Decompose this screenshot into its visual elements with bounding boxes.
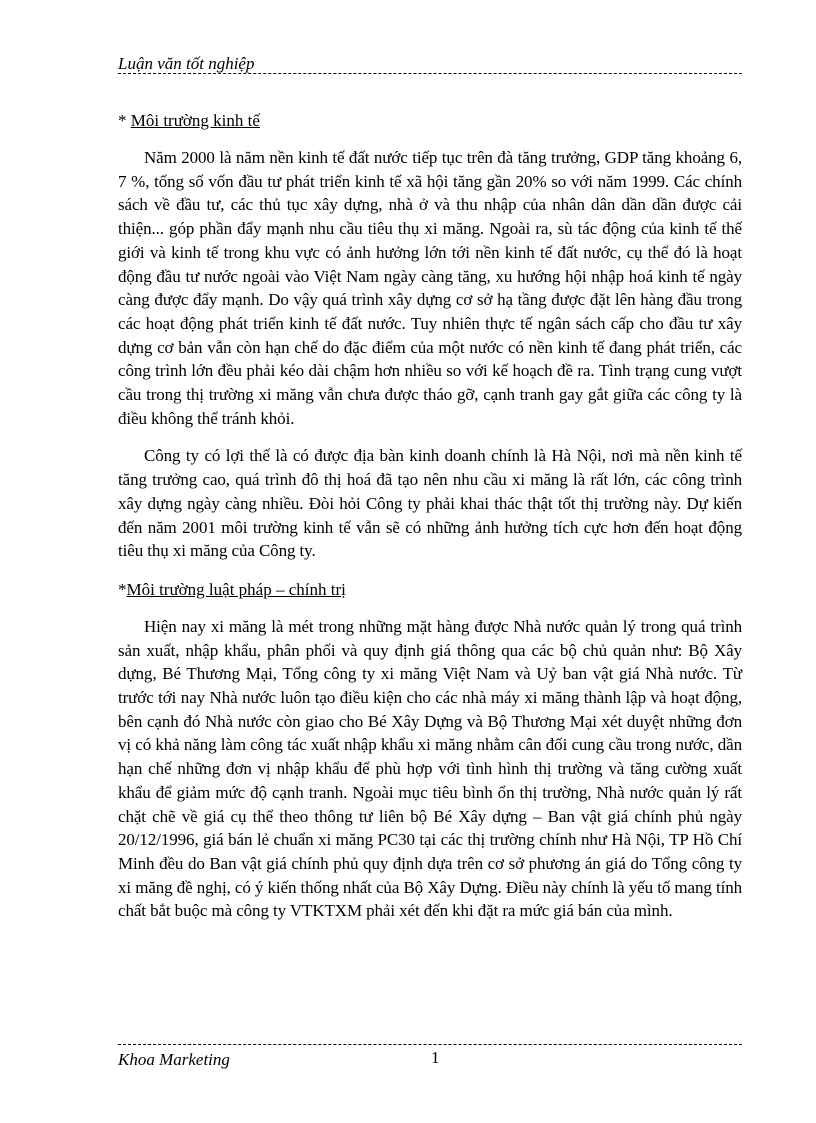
header-divider <box>118 73 742 74</box>
page-number: 1 <box>431 1048 440 1067</box>
heading-text: Môi trường kinh tế <box>130 111 260 130</box>
page-footer <box>118 1044 742 1074</box>
section-heading-economic <box>118 108 742 134</box>
paragraph-legal-1: Hiện nay xi măng là mét trong những mặt hàng được Nhà nước quản lý trong quá trình sản xuất, nhập khẩu, phân phối và quy định giá thông qua các bộ chủ quản như: Bộ Xây dựng, Bé Thương Mại, Tổng công ty xi măng Việt Nam và Uỷ ban vật giá Nhà nước. Từ trước tới nay Nhà nước luôn tạo điều kiện cho các nhà máy xi măng thành lập và hoạt động, bên cạnh đó Nhà nước còn giao cho Bé Xây Dựng và Bộ Thương Mại xét duyệt những đơn vị có khả năng làm công tác xuất nhập khẩu xi măng nhằm cân đối cung cầu trong nước, dần hạn chế những đơn vị nhập khẩu để phù hợp với tình hình thị trường và tăng cường xuất khẩu để giảm mức độ cạnh tranh. Ngoài mục tiêu bình ổn thị trường, Nhà nước quản lý rất chặt chẽ về giá cụ thể theo thông tư liên bộ Bé Xây dựng – Ban vật giá chính phủ ngày 20/12/1996, giá bán lẻ chuẩn xi măng PC30 tại các thị trường chính như Hà Nội, TP Hồ Chí Minh đều do Ban vật giá chính phủ quy định dựa trên cơ sở phương án giá do Tổng công ty xi măng đề nghị, có ý kiến thống nhất của Bộ Xây Dựng. Điều này chính là yếu tố mang tính chất bắt buộc mà công ty VTKTXM phải xét đến khi đặt ra mức giá bán của mình. <box>118 616 742 921</box>
heading-text: Môi trường luật pháp – chính trị <box>126 579 346 599</box>
page-header <box>118 50 742 74</box>
paragraph-economic-1: Năm 2000 là năm nền kinh tế đất nước tiếp tục trên đà tăng trưởng, GDP tăng khoảng 6, 7 %, tổng số vốn đầu tư phát triển kinh tế xã hội tăng gần 20% so với năm 1999. Các chính sách về đầu tư, các thủ tục xây dựng, nhà ở và thu nhập của nhân dân dần dần được cải thiện... góp phần đẩy mạnh nhu cầu tiêu thụ xi măng. Ngoài ra, sù tác động của kinh tế thế giới và kinh tế trong khu vực có ảnh hưởng lớn tới nền kinh tế đất nước, cụ thể đó là hoạt động đầu tư nước ngoài vào Việt Nam ngày càng tăng, xu hướng hội nhập hoá kinh tế ngày càng được đẩy mạnh. Do vậy quá trình xây dựng cơ sở hạ tầng được đặt lên hàng đầu trong các hoạt động phát triển kinh tế đất nước. Tuy nhiên thực tế ngân sách cấp cho đầu tư xây dựng cơ bản vẫn còn hạn chế do đặc điểm của một nước có nền kinh tế đang phát triển, các công trình lớn đều phải kéo dài chậm hơn nhiều so với kế hoạch đề ra. Tình trạng cung vượt cầu trong thị trường xi măng vẫn chưa được tháo gỡ, cạnh tranh gay gắt giữa các công ty là điều không thể tránh khỏi. <box>118 148 742 428</box>
section-heading-legal <box>118 577 742 603</box>
heading-bullet: * <box>118 579 127 599</box>
document-body <box>118 108 742 937</box>
footer-department: Khoa Marketing <box>118 1050 230 1069</box>
header-title: Luận văn tốt nghiệp <box>118 54 255 73</box>
footer-divider <box>118 1044 742 1045</box>
paragraph-economic-2: Công ty có lợi thế là có được địa bàn kinh doanh chính là Hà Nội, nơi mà nền kinh tế tăng trưởng cao, quá trình đô thị hoá đã tạo nên nhu cầu xi măng là rất lớn, các công trình xây dựng ngày càng nhiều. Đòi hỏi Công ty phải khai thác thật tốt thị trường này. Dự kiến đến năm 2001 môi trường kinh tế vẫn sẽ có những ảnh hưởng tích cực hơn đến hoạt động tiêu thụ xi măng của Công ty. <box>118 446 742 561</box>
heading-bullet: * <box>118 111 131 130</box>
